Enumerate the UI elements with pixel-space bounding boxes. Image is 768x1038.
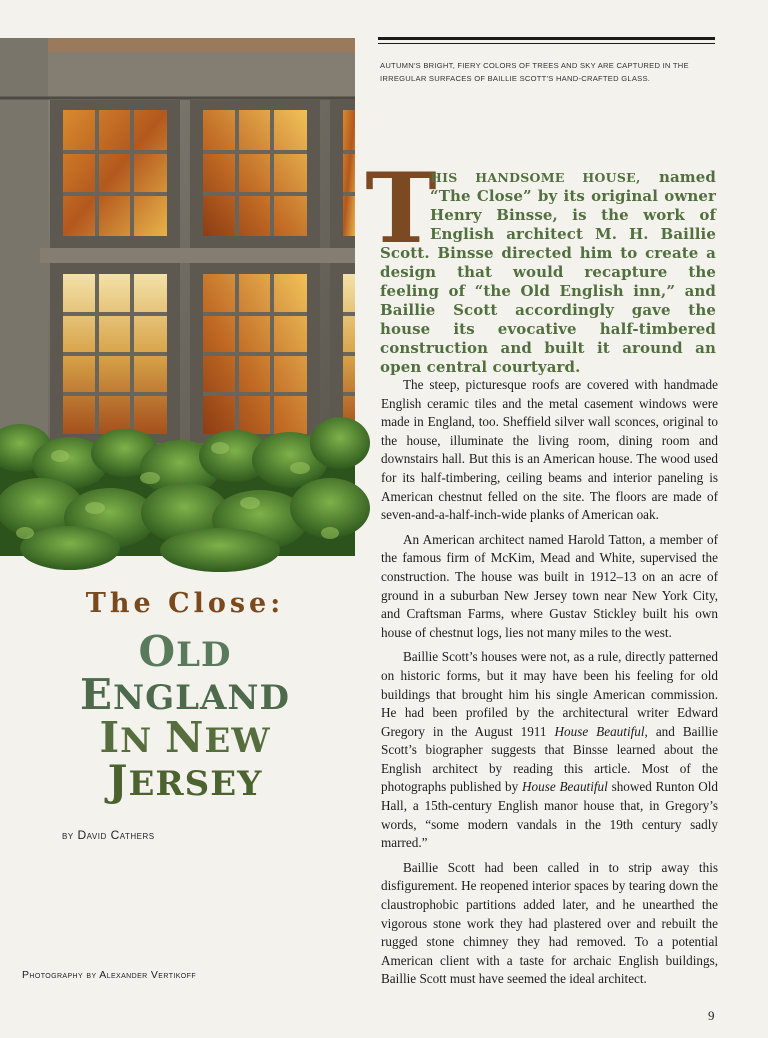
article-kicker: The Close: [85,588,285,619]
drop-cap-letter: T [365,152,437,265]
caption-rule-thick [378,37,715,40]
headline-line-3: IN NEW [99,713,271,762]
headline-line-4: JERSEY [107,756,263,805]
body-paragraph: An American architect named Harold Tatton, a member of the famous firm of McKim, Mead and White, supervised the construction. The house was built in 1912–13 on an acre of ground in a suburban New Jersey town near New York City, and Craftsman Farms, where Gustav Stickley built his own house of chestnut logs, lies not many miles to the west. [381,531,718,640]
article-headline [30,627,340,805]
body-paragraph: The steep, picturesque roofs are covered with handmade English ceramic tiles and the metal casement windows were made in England, too. Sheffield silver wall sconces, original to the house, illuminate the living room, dining room and downstairs hall. But this is an American house. The wood used for its half-timbering, ceiling beams and interior paneling is American chestnut felled on the site. The floors are made of seven-and-a-half-inch-wide planks of American oak. [381,377,718,523]
headline-line-1: OLD [138,627,232,676]
headline-line-2: ENGLAND [80,670,290,719]
photo-credit: Photography by Alexander Vertikoff [22,969,196,981]
caption-rule-thin [378,43,715,44]
photo-caption: AUTUMN'S BRIGHT, FIERY COLORS OF TREES AND SKY ARE CAPTURED IN THE IRREGULAR SURFACES OF BAILLIE SCOTT'S HAND-CRAFTED GLASS. [380,61,689,83]
house-window-photo [0,38,355,556]
byline: by David Cathers [62,828,155,842]
lede-text: named “The Close” by its original owner Henry Binsse, is the work of English architect M. H. Baillie Scott. Binsse directed him to create a design that would recapture the feeling of “the Old English inn,” and Baillie Scott accordingly gave the house its evocative half-timbered construction and built it around an open central courtyard. [380,168,716,376]
body-paragraph: Baillie Scott had been called in to strip away this disfigurement. He reopened interior spaces by tearing down the claustrophobic partitions added later, and he unearthed the vigorous stone work they had plastered over and rebuilt the rugged stone chimney they had removed. To a potential American client with a taste for archaic English buildings, Baillie Scott must have seemed the ideal architect. [381,859,718,987]
body-paragraph: Baillie Scott’s houses were not, as a rule, directly patterned on historic forms, but it may have been his feeling for old buildings that brought him his single American commission. He had been profiled by the architectural writer Edward Gregory in the August 1911 House Beautiful, and Baillie Scott’s biographer suggests that Binsse learned about the English architect by reading this article. Most of the photographs published by House Beautiful showed Runton Old Hall, a 15th-century English manor house that, in Gregory’s words, “some modern vandals in the 19th century sadly marred.” [381,649,719,851]
article-body [381,376,718,995]
page-number: 9 [708,1008,715,1023]
lede-lead-in: HIS HANDSOME HOUSE, [430,170,641,185]
lede-paragraph [380,168,716,377]
